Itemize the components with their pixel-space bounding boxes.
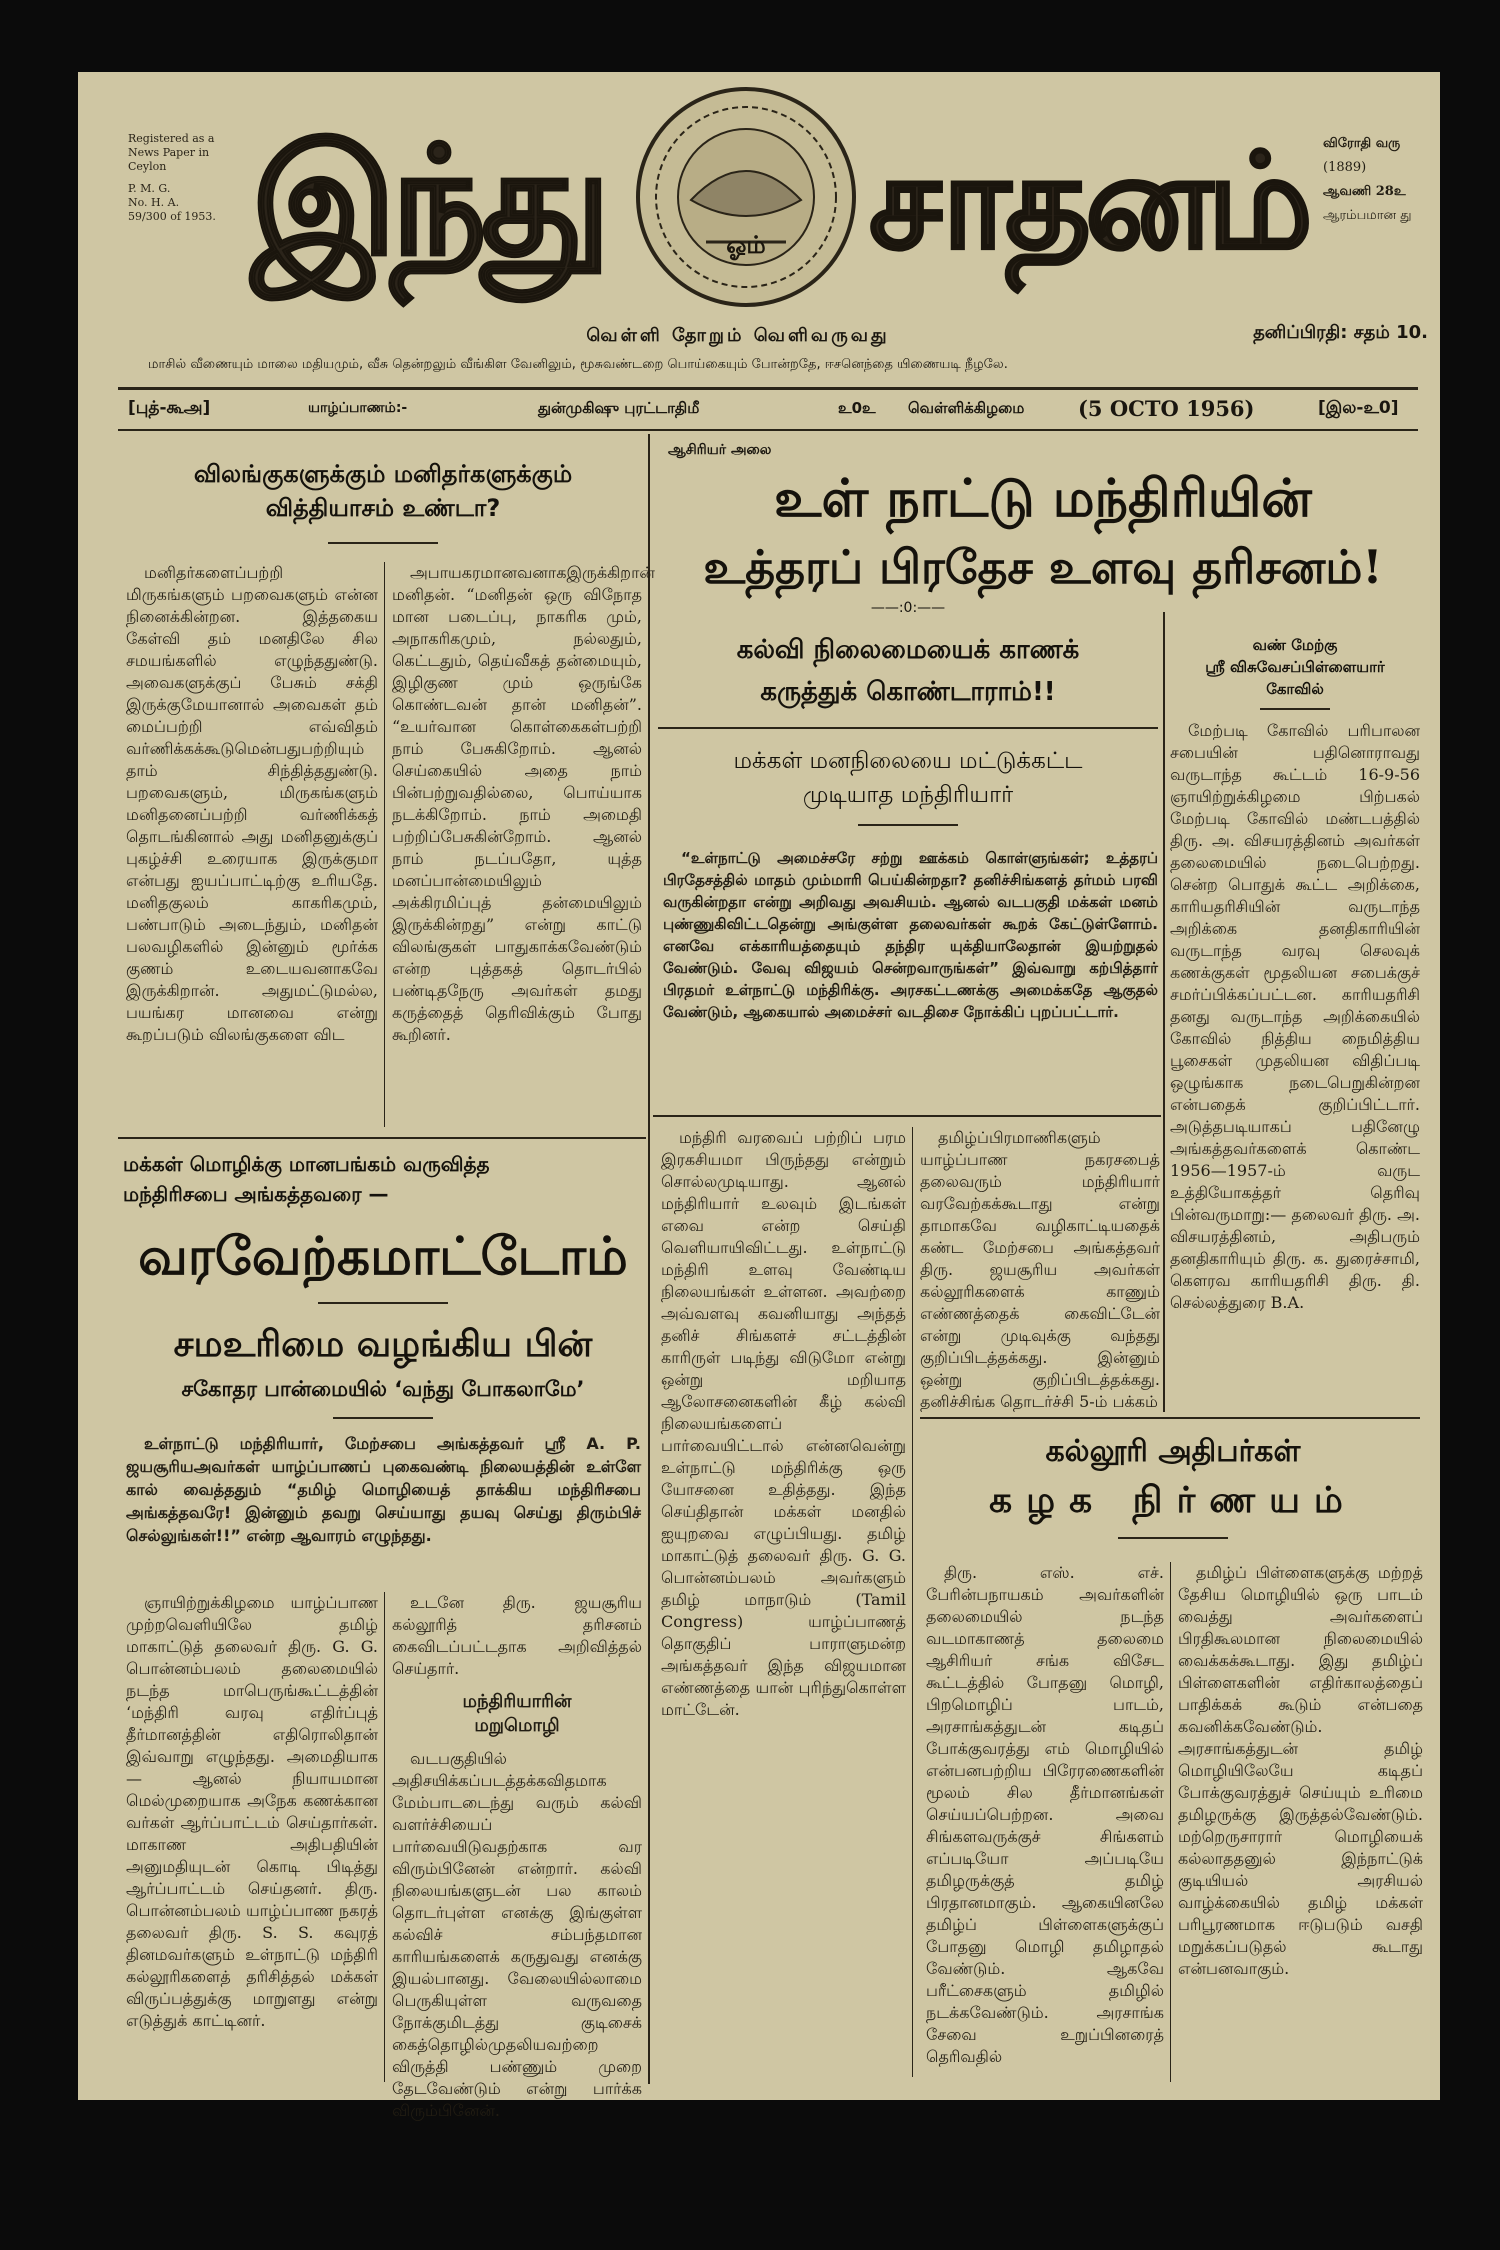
column-divider [384, 1592, 385, 2082]
article-paragraph: மனிதர்களைப்பற்றி மிருகங்களும் பறவைகளும் என்ன நினைக்கின்றன. இத்தகைய கேள்வி தம் மனதிலே சில சமயங்களில் எழுந்ததுண்டு. அவைகளுக்குப் பேசும் சக்தி இருக்குமேயானால் அவைகள் தம் மைப்பற்றி எவ்விதம் வர்ணிக்கக்கூடுமென்பதுபற்றியும் தாம் சிந்தித்ததுண்டு. பறவைகளும், மிருகங்களும் மனிதனைப்பற்றி வர்ணிக்கத் தொடங்கினால் அது மனிதனுக்குப் புகழ்ச்சி உரையாக இருக்குமா என்பது ஐயப்பாட்டிற்கு உரியதே. மனிதகுலம் காகரிகமும், பண்பாடும் அடைந்தும், மனிதன் பலவழிகளில் இன்னும் மூர்க்க குணம் உடையவனாகவே இருக்கிறான். அதுமட்டுமல்ல, பயங்கர மானவை என்று கூறப்படும் விலங்குகளை விட [126, 563, 378, 1044]
center-column-2 [920, 1127, 1160, 1412]
article-rule [118, 1137, 646, 1139]
article-1-title-line1: விலங்குகளுக்கும் மனிதர்களுக்கும் [193, 460, 573, 488]
box-rule [658, 727, 1158, 729]
newspaper-page [78, 72, 1440, 2120]
issue-number: [இல-உ0] [1318, 398, 1399, 418]
subhead-line: மறுமொழி [474, 1715, 560, 1736]
center-sub-line2: முடியாத மந்திரியார் [802, 782, 1014, 808]
registration-line: 59/300 of 1953. [128, 210, 216, 223]
masthead-title-left: இந்து [250, 115, 606, 289]
article-paragraph: தமிழ்ப்பிரமாணிகளும் யாழ்ப்பாண நகரசபைத் தலைவரும் மந்திரியார் வரவேற்கக்கூடாது என்று தாமாகவே வழிகாட்டியதைக் கண்ட மேற்சபை அங்கத்தவர் திரு. ஜயசூரிய அவர்கள் கல்லூரிகளைக் காணும் எண்ணத்தைக் கைவிட்டேன் என்று முடிவுக்கு வந்தது குறிப்பிடத்தக்கது. இன்னும் ஒன்று குறிப்பிடத்தக்கது. தனிச்சிங்க தொடர்ச்சி 5-ம் பக்கம் [920, 1128, 1160, 1411]
article-1-title-line2: வித்தியாசம் உண்டா? [265, 494, 501, 522]
volume-number: [புத்-கூஅ] [128, 398, 211, 418]
lead-paragraph: உள்நாட்டு மந்திரியார், மேற்சபை அங்கத்தவர் ஸ்ரீ A. P. ஜயசூரியஅவர்கள் யாழ்ப்பாணப் புகைவண்டி நிலையத்தின் உள்ளே கால் வைத்ததும் “தமிழ் மொழியைத் தாக்கிய மந்திரிசபை அங்கத்தவரே! இன்னும் தவறு செய்யாது தயவு செய்து திரும்பிச் செல்லுங்கள்!!” என்ற ஆவாரம் எழுந்தது. [126, 1434, 641, 1545]
title-rule [1260, 708, 1330, 710]
article-rule [653, 1115, 1161, 1117]
center-box-title-line1: கல்வி நிலைமையைக் காணக் [736, 635, 1080, 665]
column-divider [1163, 612, 1165, 1412]
registration-line: Ceylon [128, 160, 167, 173]
year-line: ஆரம்பமான து [1323, 208, 1412, 223]
article-paragraph: வடபகுதியில் அதிசயிக்கப்படத்தக்கவிதமாக மேம்பாடடைந்து வரும் கல்வி வளர்ச்சியைப் பார்வையிடுவதற்காக வர விரும்பினேன் என்றார். கல்வி நிலையங்களுடன் பல காலம் தொடர்புள்ள எனக்கு இங்குள்ள கல்விச் சம்பந்தமான காரியங்களைக் கருதுவது எனக்கு இயல்பானது. வேலையில்லாமை பெருகியுள்ள வருவதை நோக்குமிடத்து குடிசைக் கைத்தொழில்முதலியவற்றை விருத்தி பண்ணும் முறை தேடவேண்டும் என்று பார்க்க விரும்பினேன். [392, 1749, 642, 2120]
article-3-title: சமஉரிமை வழங்கிய பின் [173, 1324, 593, 1365]
column-divider [648, 434, 650, 2084]
tamil-date: துன்முகிஷு புரட்டாதிமீ [538, 399, 700, 417]
issue-rule [118, 429, 1418, 431]
column-divider [1170, 1562, 1171, 2082]
center-sub-line1: மக்கள் மனநிலையை மட்டுக்கட்ட [733, 748, 1083, 774]
article-3-subhead [392, 1690, 642, 1738]
article-2-kicker-line1: மக்கள் மொழிக்கு மானபங்கம் வருவித்த [123, 1152, 490, 1176]
article-paragraph: மந்திரி வரவைப் பற்றிப் பரம இரகசியமா பிருந்தது என்றும் சொல்லமுடியாது. ஆனல் மந்திரியார் உலவும் இடங்கள் எவை என்ற செய்தி வெளியாயிவிட்டது. உள்நாட்டு மந்திரி உளவு வேண்டிய நிலையங்கள் உள்ளன. அவற்றை அவ்வளவு கவனியாது அந்தத் தனிச் சிங்களச் சட்டத்தின் காரிருள் படிந்து விடுமோ என்று ஒன்று மறியாத ஆலோசனைகளின் கீழ் கல்வி நிலையங்களைப் பார்வையிட்டால் என்னவென்று உள்நாட்டு மந்திரிக்கு ஒரு யோசனை உதித்தது. இந்த செய்திதான் மக்கள் மனதில் ஐயுறவை எழுப்பியது. தமிழ் மாகாட்டுத் தலைவர் திரு. G. G. பொன்னம்பலம் அவர்களும் தமிழ் மாநாடும் (Tamil Congress) யாழ்ப்பாணத் தொகுதிப் பாராளுமன்ற அங்கத்தவர் இந்த விஜயமான எண்ணத்தை யான் புரிந்துகொள்ள மாட்டேன். [661, 1128, 906, 1719]
article-3-lead [126, 1432, 641, 1592]
center-column-1 [661, 1127, 906, 2077]
column-divider [912, 1127, 913, 2077]
article-paragraph: உடனே திரு. ஜயசூரிய கல்லூரித் தரிசனம் கைவிடப்பட்டதாக அறிவித்தல் செய்தார். [392, 1593, 642, 1678]
article-paragraph: மேற்படி கோவில் பரிபாலன சபையின் பதினொராவது வருடாந்த கூட்டம் 16-9-56 ஞாயிற்றுக்கிழமை பிற்பகல் மேற்படி கோவில் மண்டபத்தில் திரு. அ. விசயரத்தினம் அவர்கள் தலைமையில் நடைபெற்றது. சென்ற பொதுக் கூட்ட அறிக்கை, காரியதரிசியின் வருடாந்த அறிக்கை தனதிகாரியின் வருடாந்த வரவு செலவுக் கணக்குகள் மூதலியன சபைக்குச் சமர்ப்பிக்கப்பட்டன. காரியதரிசி தனது வருடாந்த அறிக்கையில் கோவில் நித்திய நைமித்திய பூசைகள் முதலியன விதிப்படி ஒழுங்காக நடைபெறுகின்றன என்பதைக் குறிப்பிட்டார். அடுத்தபடியாகப் பதினேழு அங்கத்தவர்களைக் கொண்ட 1956—1957-ம் வருட உத்தியோகத்தர் தெரிவு பின்வருமாறு:— தலைவர் திரு. அ. விசயரத்தினம், அதிபரும் தனதிகாரியும் திரு. க. துரைச்சாமி, கௌரவ காரியதரிசி திரு. தி. செல்லத்துரை B.A. [1170, 721, 1420, 1312]
registration-line: P. M. G. [128, 182, 171, 195]
registration-line: No. H. A. [128, 196, 180, 209]
year-line: விரோதி வரு [1323, 136, 1401, 151]
masthead-rule [118, 387, 1418, 390]
temple-notice [1170, 634, 1420, 1414]
price-label: தனிப்பிரதி: சதம் 10. [1253, 322, 1428, 343]
headline-divider: ——:0:—— [870, 600, 946, 616]
main-headline-line2: உத்தரப் பிரதேச உளவு தரிசனம்! [703, 540, 1383, 594]
year-info [1323, 132, 1435, 228]
title-rule [318, 1302, 448, 1304]
notice-body [1170, 720, 1420, 1400]
place-label: யாழ்ப்பாணம்:- [308, 400, 408, 416]
lead-paragraph: “உள்நாட்டு அமைச்சரே சற்று ஊக்கம் கொள்ளுங்கள்; உத்தரப் பிரதேசத்தில் மாதம் மும்மாரி பெய்கின்றதா? தனிச்சிங்களத் தர்மம் பரவி வருகின்றதா என்று அறிவது அவசியம். ஆனல் வடபகுதி மக்கள் மனம் புண்ணுகிவிட்டதென்று அங்குள்ள தலைவர்கள் கூறக் கேட்டுள்ளோம். எனவே எக்காரியத்தையும் தந்திர யுக்தியாலேதான் இயற்றுதல் வேண்டும். வேவு விஜயம் சென்றவாருங்கள்” இவ்வாறு கற்பித்தார் பிரதமர் உள்நாட்டு மந்திரிக்கு. அரசகட்டணக்கு அமைக்கதே ஆகுதல் வேண்டும், ஆகையால் அமைச்சர் வடதிசை நோக்கிப் புறப்பட்டார். [663, 849, 1158, 1021]
title-rule [1118, 1537, 1228, 1539]
article-paragraph: ஞாயிற்றுக்கிழமை யாழ்ப்பாண முற்றவெளியிலே தமிழ் மாகாட்டுத் தலைவர் திரு. G. G. பொன்னம்பலம் தலைமையில் நடந்த மாபெருங்கூட்டத்தின் ‘மந்திரி வரவு எதிர்ப்புத் தீர்மானத்தின் எதிரொலிதான் இவ்வாறு எழுந்தது. அமைதியாக — ஆனல் நியாயமான மெல்முறையாக அநேக கணக்கான வர்கள் ஆர்ப்பாட்டம் செய்தார்கள். மாகாண அதிபதியின் அனுமதியுடன் கொடி பிடித்து ஆர்ப்பாட்டம் செய்தனர். திரு. பொன்னம்பலம் யாழ்ப்பாண நகரத் தலைவர் திரு. S. S. கவுரத் தினமவர்களும் உள்நாட்டு மந்திரி கல்லூரிகளைத் தரிசித்தல் மக்கள் விருப்பத்துக்கு மாறுளது என்று எடுத்துக் காட்டினர். [126, 1593, 378, 2030]
article-3-column-2 [392, 1592, 642, 2120]
article-paragraph: திரு. எஸ். எச். பேரின்பநாயகம் அவர்களின் தலைமையில் நடந்த வடமாகாணத் தலைமை ஆசிரியர் சங்க விசேட கூட்டத்தில் போதனு மொழி, பிறமொழிப் பாடம், அரசாங்கத்துடன் கடிதப் போக்குவரத்து எம் மொழியில் என்பனபற்றிய பிரேரணைகளின் மூலம் சில தீர்மானங்கள் செய்யப்பெற்றன. அவை சிங்களவருக்குச் சிங்களம் எப்படியோ அப்படியே தமிழருக்குத் தமிழ் பிரதானமாகும். ஆகையினலே தமிழ்ப் பிள்ளைகளுக்குப் போதனு மொழி தமிழாதல் வேண்டும். ஆகவே பரீட்சைகளும் தமிழில் நடக்கவேண்டும். அரசாங்க சேவை உறுப்பினரைத் தெரிவதில் [926, 1563, 1164, 2066]
masthead-emblem [631, 82, 861, 312]
day-number: உ0உ [838, 399, 876, 417]
weekday-label: வெள்ளிக்கிழமை [908, 399, 1025, 417]
article-1-column-1 [126, 562, 378, 1127]
college-article-title-line2: கழக நிர்ணயம் [989, 1480, 1357, 1521]
issue-line [118, 394, 1418, 424]
article-rule [920, 1417, 1420, 1419]
college-column-1 [926, 1562, 1164, 2082]
issue-date: (5 OCTO 1956) [1078, 396, 1255, 421]
masthead-title-right: சாதனம் [868, 125, 1308, 279]
registration-line: Registered as a [128, 132, 215, 145]
college-column-2 [1178, 1562, 1423, 2082]
center-kicker: ஆசிரியர் அலை [668, 442, 772, 458]
title-rule [858, 824, 958, 826]
article-2-title: வரவேற்கமாட்டோம் [138, 1226, 628, 1287]
college-article-title-line1: கல்லூரி அதிபர்கள் [1045, 1434, 1301, 1469]
column-divider [384, 562, 385, 1127]
article-paragraph: அபாயகரமானவனாகஇருக்கிறான் மனிதன். “மனிதன் ஒரு விநோத மான படைப்பு, நாகரிக மும், அநாகரிகமும், நல்லதும், கெட்டதும், தெய்வீகத் தன்மையும், இழிகுண மும் ஒருங்கே கொண்டவன் தான் மனிதன்”. “உயர்வான கொள்கைகள்பற்றி நாம் பேசுகிறோம். ஆனல் செய்கையில் அதை நாம் பின்பற்றுவதில்லை, பொய்யாக நடக்கிறோம். நாம் அமைதி பற்றிப்பேசுகின்றோம். ஆனல் நாம் நடப்பதோ, யுத்த மனப்பான்மையிலும் அக்கிரமிப்புத் தன்மையிலும் இருக்கின்றது” என்று காட்டு விலங்குகள் பாதுகாக்கவேண்டும் என்ற புத்தகத் தொடர்பில் பண்டிதநேரு அவர்கள் தமது கருத்தைத் தெரிவிக்கும் போது கூறினர். [392, 563, 655, 1044]
article-2-kicker-line2: மந்திரிசபை அங்கத்தவரை — [123, 1182, 389, 1206]
article-3-column-1 [126, 1592, 378, 2082]
subhead-line: மந்திரியாரின் [462, 1691, 572, 1712]
article-paragraph: தமிழ்ப் பிள்ளைகளுக்கு மற்றத் தேசிய மொழியில் ஒரு பாடம் வைத்து அவர்களைப் பிரதிகூலமான நிலைமையில் வைக்கக்கூடாது. இது தமிழ்ப் பிள்ளைகளின் எதிர்காலத்தைப் பாதிக்கக் கூடும் என்பதை கவனிக்கவேண்டும். அரசாங்கத்துடன் தமிழ் மொழியிலேயே கடிதப் போக்குவரத்துச் செய்யும் உரிமை தமிழருக்கு இருத்தல்வேண்டும். மற்றெருசாரார் மொழியைக் கல்லாததனுல் இந்நாட்டுக் குடியியல் அரசியல் வாழ்க்கையில் தமிழ் மக்கள் பரிபூரணமாக ஈடுபடும் வசதி மறுக்கப்படுதல் கூடாது என்பனவாகும். [1178, 1563, 1423, 1978]
emblem-om-text: ஓம் [726, 230, 766, 259]
masthead-motto: மாசில் வீணையும் மாலை மதியமும், வீசு தென்றலும் வீங்கிள வேனிலும், மூசுவண்டறை பொய்கையும் போன்றதே, ஈசனெந்தை யிணையடி நீழலே. [148, 357, 1008, 372]
center-box-title-line2: கருத்துக் கொண்டாராம்!! [760, 677, 1056, 707]
masthead-tagline: வெள்ளி தோறும் வெளிவருவது [586, 325, 890, 346]
registration-line: News Paper in [128, 146, 210, 159]
article-1-column-2 [392, 562, 655, 1127]
title-rule [328, 542, 438, 544]
notice-title-line: கோவில் [1266, 680, 1324, 698]
center-lead [663, 847, 1158, 1107]
title-rule [333, 1417, 433, 1419]
main-headline-line1: உள் நாட்டு மந்திரியின் [774, 468, 1312, 529]
notice-title-line: வண் மேற்கு [1252, 636, 1338, 654]
emblem-seal-icon [631, 82, 861, 312]
notice-title-line: ஸ்ரீ விசுவேசப்பிள்ளையார் [1205, 658, 1385, 676]
year-line: ஆவணி 28உ [1323, 184, 1406, 199]
year-line: (1889) [1323, 160, 1367, 175]
article-3-subtitle: சகோதர பான்மையில் ‘வந்து போகலாமே’ [181, 1377, 585, 1401]
